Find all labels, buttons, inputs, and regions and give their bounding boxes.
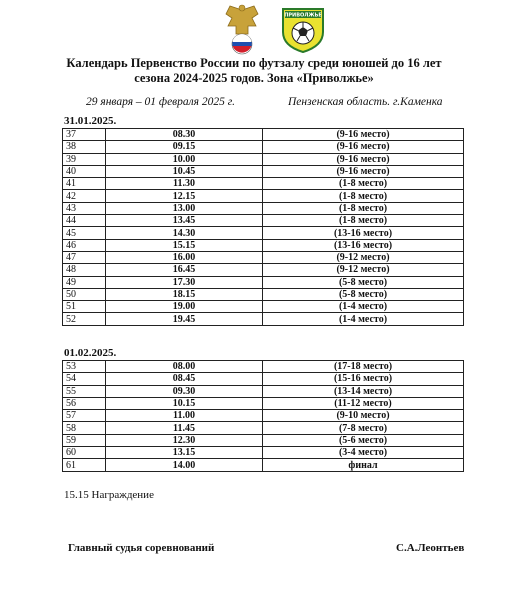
- match-number: 53: [63, 361, 106, 373]
- match-time: 14.00: [106, 459, 263, 471]
- match-time: 17.30: [106, 276, 263, 288]
- match-placement: (1-4 место): [263, 301, 464, 313]
- match-placement: (11-12 место): [263, 397, 464, 409]
- match-time: 13.15: [106, 447, 263, 459]
- location: Пензенская область. г.Каменка: [288, 96, 443, 108]
- match-placement: (13-14 место): [263, 385, 464, 397]
- table-row: [63, 129, 464, 141]
- match-time: 14.30: [106, 227, 263, 239]
- match-time: 10.00: [106, 153, 263, 165]
- table-row: [63, 397, 464, 409]
- match-time: 08.45: [106, 373, 263, 385]
- match-time: 18.15: [106, 288, 263, 300]
- match-time: 10.45: [106, 165, 263, 177]
- match-number: 45: [63, 227, 106, 239]
- match-number: 48: [63, 264, 106, 276]
- match-number: 41: [63, 178, 106, 190]
- match-time: 19.00: [106, 301, 263, 313]
- match-time: 08.30: [106, 129, 263, 141]
- match-time: 10.15: [106, 397, 263, 409]
- match-placement: (15-16 место): [263, 373, 464, 385]
- match-placement: (1-8 место): [263, 178, 464, 190]
- match-time: 19.45: [106, 313, 263, 325]
- schedule-table-day1: [62, 128, 464, 326]
- table-row: [63, 288, 464, 300]
- match-time: 16.00: [106, 251, 263, 263]
- match-time: 11.00: [106, 410, 263, 422]
- table-row: [63, 153, 464, 165]
- match-number: 40: [63, 165, 106, 177]
- table-row: [63, 373, 464, 385]
- day1-date: 31.01.2025.: [64, 115, 117, 127]
- table-row: [63, 422, 464, 434]
- table-row: [63, 276, 464, 288]
- match-number: 55: [63, 385, 106, 397]
- table-row: [63, 227, 464, 239]
- match-placement: (1-8 место): [263, 190, 464, 202]
- schedule-table-day2: [62, 360, 464, 472]
- table-row: [63, 385, 464, 397]
- match-placement: (13-16 место): [263, 227, 464, 239]
- match-time: 12.30: [106, 434, 263, 446]
- table-row: [63, 361, 464, 373]
- match-number: 59: [63, 434, 106, 446]
- table-row: [63, 141, 464, 153]
- match-number: 51: [63, 301, 106, 313]
- table-row: [63, 410, 464, 422]
- match-placement: (3-4 место): [263, 447, 464, 459]
- match-time: 13.45: [106, 215, 263, 227]
- match-placement: (9-16 место): [263, 129, 464, 141]
- match-number: 56: [63, 397, 106, 409]
- match-placement: (1-8 место): [263, 215, 464, 227]
- table-row: [63, 459, 464, 471]
- match-placement: (9-10 место): [263, 410, 464, 422]
- document-title: [0, 56, 508, 86]
- match-number: 38: [63, 141, 106, 153]
- match-placement: (9-16 место): [263, 165, 464, 177]
- award-ceremony: 15.15 Награждение: [64, 489, 154, 501]
- title-line-1: Календарь Первенство России по футзалу среди юношей до 16 лет: [66, 56, 442, 70]
- match-placement: (9-16 место): [263, 153, 464, 165]
- match-placement: (5-8 место): [263, 276, 464, 288]
- table-row: [63, 239, 464, 251]
- match-number: 42: [63, 190, 106, 202]
- match-number: 47: [63, 251, 106, 263]
- match-placement: (5-6 место): [263, 434, 464, 446]
- match-placement: (5-8 место): [263, 288, 464, 300]
- match-time: 15.15: [106, 239, 263, 251]
- match-number: 61: [63, 459, 106, 471]
- table-row: [63, 190, 464, 202]
- match-placement: (9-12 место): [263, 251, 464, 263]
- chief-judge-name: С.А.Леонтьев: [396, 542, 465, 554]
- match-number: 52: [63, 313, 106, 325]
- table-row: [63, 178, 464, 190]
- table-row: [63, 301, 464, 313]
- match-number: 49: [63, 276, 106, 288]
- match-number: 43: [63, 202, 106, 214]
- match-number: 39: [63, 153, 106, 165]
- match-time: 09.15: [106, 141, 263, 153]
- eagle-emblem-icon: [222, 4, 262, 56]
- match-placement: (17-18 место): [263, 361, 464, 373]
- chief-judge-title: Главный судья соревнований: [68, 542, 215, 554]
- match-placement: (9-16 место): [263, 141, 464, 153]
- date-range: 29 января – 01 февраля 2025 г.: [86, 96, 235, 108]
- match-time: 12.15: [106, 190, 263, 202]
- title-line-2: сезона 2024-2025 годов. Зона «Приволжье»: [134, 71, 374, 85]
- match-number: 37: [63, 129, 106, 141]
- match-time: 11.30: [106, 178, 263, 190]
- table-row: [63, 264, 464, 276]
- match-time: 16.45: [106, 264, 263, 276]
- match-time: 11.45: [106, 422, 263, 434]
- match-number: 44: [63, 215, 106, 227]
- match-placement: (1-8 место): [263, 202, 464, 214]
- match-time: 08.00: [106, 361, 263, 373]
- match-placement: (1-4 место): [263, 313, 464, 325]
- day2-date: 01.02.2025.: [64, 347, 117, 359]
- logos: [0, 4, 508, 56]
- table-row: [63, 313, 464, 325]
- match-placement: (9-12 место): [263, 264, 464, 276]
- match-number: 60: [63, 447, 106, 459]
- match-number: 58: [63, 422, 106, 434]
- table-row: [63, 251, 464, 263]
- match-number: 57: [63, 410, 106, 422]
- match-number: 54: [63, 373, 106, 385]
- match-placement: (13-16 место): [263, 239, 464, 251]
- table-row: [63, 434, 464, 446]
- match-number: 46: [63, 239, 106, 251]
- match-placement: финал: [263, 459, 464, 471]
- table-row: [63, 165, 464, 177]
- table-row: [63, 215, 464, 227]
- match-time: 13.00: [106, 202, 263, 214]
- table-row: [63, 202, 464, 214]
- match-time: 09.30: [106, 385, 263, 397]
- table-row: [63, 447, 464, 459]
- match-placement: (7-8 место): [263, 422, 464, 434]
- match-number: 50: [63, 288, 106, 300]
- logo-text: ПРИВОЛЖЬЕ: [284, 12, 322, 19]
- football-shield-icon: [280, 6, 326, 54]
